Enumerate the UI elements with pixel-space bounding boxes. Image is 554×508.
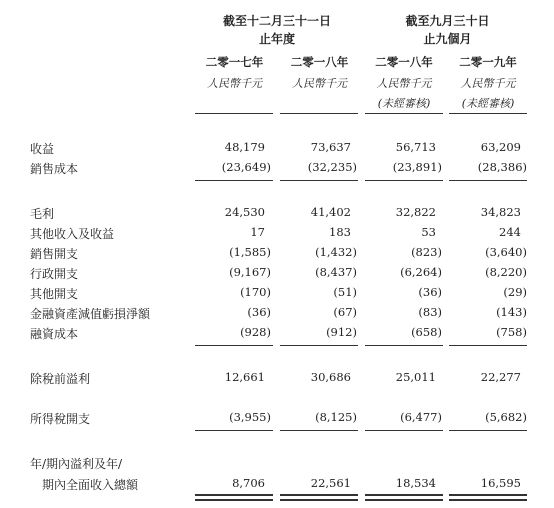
cell-income-tax-c3: (6,477) <box>400 410 442 424</box>
tax-rule-c3 <box>365 430 443 431</box>
header-rule-c2 <box>280 113 358 114</box>
cell-impairment-c2: (67) <box>333 305 357 319</box>
cell-other-expenses-c1: (170) <box>240 285 271 299</box>
cell-other-expenses-c4: (29) <box>503 285 527 299</box>
row-label-total-comprehensive-line2: 期內全面收入總額 <box>42 478 139 492</box>
column-unit-1: 人民幣千元 <box>207 77 262 90</box>
expenses-rule-c1 <box>195 345 273 346</box>
row-label-other-expenses: 其他開支 <box>30 287 79 301</box>
cell-gross-profit-c3: 32,822 <box>395 205 436 219</box>
row-label-profit-before-tax: 除稅前溢利 <box>30 372 91 386</box>
cell-total-comprehensive-c4: 16,595 <box>480 476 521 490</box>
cell-admin-expenses-c3: (6,264) <box>400 265 442 279</box>
cell-gross-profit-c1: 24,530 <box>224 205 265 219</box>
cell-total-comprehensive-c3: 18,534 <box>395 476 436 490</box>
row-label-other-income: 其他收入及收益 <box>30 227 115 241</box>
cell-selling-expenses-c1: (1,585) <box>229 245 271 259</box>
column-unit-3: 人民幣千元 <box>376 77 432 90</box>
cell-other-income-c4: 244 <box>499 225 521 239</box>
cell-admin-expenses-c1: (9,167) <box>229 265 271 279</box>
cell-profit-before-tax-c4: 22,277 <box>480 370 521 384</box>
column-year-4: 二零一九年 <box>459 55 517 69</box>
tax-rule-c2 <box>280 430 358 431</box>
subtotal-rule-c4 <box>449 180 527 181</box>
column-note-4: (未經審核) <box>461 97 515 110</box>
subtotal-rule-c3 <box>365 180 443 181</box>
cell-admin-expenses-c2: (8,437) <box>315 265 357 279</box>
total-double-rule-bottom-c2 <box>280 499 358 501</box>
row-label-gross-profit: 毛利 <box>30 207 55 221</box>
cell-selling-expenses-c3: (823) <box>411 245 442 259</box>
cell-gross-profit-c4: 34,823 <box>480 205 521 219</box>
column-year-1: 二零一七年 <box>205 55 264 69</box>
cell-cost-of-sales-c1: (23,649) <box>221 160 271 174</box>
cell-cost-of-sales-c2: (32,235) <box>307 160 357 174</box>
tax-rule-c1 <box>195 430 273 431</box>
total-double-rule-top-c3 <box>365 494 443 496</box>
subtotal-rule-c2 <box>280 180 358 181</box>
cell-impairment-c4: (143) <box>496 305 527 319</box>
cell-admin-expenses-c4: (8,220) <box>485 265 527 279</box>
expenses-rule-c4 <box>449 345 527 346</box>
cell-finance-costs-c3: (658) <box>411 325 442 339</box>
header-rule-c4 <box>449 113 527 114</box>
header-group-dec-line1: 截至十二月三十一日 <box>222 14 331 28</box>
cell-selling-expenses-c4: (3,640) <box>485 245 527 259</box>
row-label-total-comprehensive-line1: 年/期內溢利及年/ <box>30 457 123 471</box>
cell-impairment-c3: (83) <box>418 305 442 319</box>
total-double-rule-bottom-c3 <box>365 499 443 501</box>
cell-impairment-c1: (36) <box>247 305 271 319</box>
cell-revenue-c3: 56,713 <box>395 140 436 154</box>
header-rule-c3 <box>365 113 443 114</box>
cell-revenue-c1: 48,179 <box>224 140 265 154</box>
header-group-sep-line1: 截至九月三十日 <box>405 14 490 28</box>
total-double-rule-top-c1 <box>195 494 273 496</box>
header-group-dec-line2: 止年度 <box>258 32 295 46</box>
cell-income-tax-c2: (8,125) <box>315 410 357 424</box>
cell-profit-before-tax-c2: 30,686 <box>310 370 351 384</box>
cell-income-tax-c4: (5,682) <box>485 410 527 424</box>
expenses-rule-c2 <box>280 345 358 346</box>
cell-cost-of-sales-c4: (28,386) <box>477 160 527 174</box>
total-double-rule-top-c4 <box>449 494 527 496</box>
cell-selling-expenses-c2: (1,432) <box>315 245 357 259</box>
total-double-rule-top-c2 <box>280 494 358 496</box>
cell-other-income-c2: 183 <box>329 225 351 239</box>
cell-cost-of-sales-c3: (23,891) <box>392 160 442 174</box>
subtotal-rule-c1 <box>195 180 273 181</box>
row-label-selling-expenses: 銷售開支 <box>30 247 79 261</box>
tax-rule-c4 <box>449 430 527 431</box>
row-label-finance-costs: 融資成本 <box>30 327 79 341</box>
cell-finance-costs-c4: (758) <box>496 325 527 339</box>
column-unit-2: 人民幣千元 <box>292 77 347 90</box>
cell-gross-profit-c2: 41,402 <box>310 205 351 219</box>
cell-other-income-c1: 17 <box>250 225 265 239</box>
cell-other-expenses-c3: (36) <box>418 285 442 299</box>
cell-revenue-c2: 73,637 <box>310 140 351 154</box>
cell-profit-before-tax-c1: 12,661 <box>224 370 265 384</box>
cell-total-comprehensive-c1: 8,706 <box>232 476 265 490</box>
row-label-revenue: 收益 <box>30 142 55 156</box>
header-group-sep-line2: 止九個月 <box>423 32 472 46</box>
cell-finance-costs-c2: (912) <box>326 325 357 339</box>
cell-other-expenses-c2: (51) <box>333 285 357 299</box>
row-label-impairment-losses: 金融資產減值虧損淨額 <box>30 307 151 321</box>
cell-income-tax-c1: (3,955) <box>229 410 271 424</box>
cell-total-comprehensive-c2: 22,561 <box>310 476 351 490</box>
row-label-income-tax: 所得稅開支 <box>30 412 91 426</box>
cell-finance-costs-c1: (928) <box>240 325 271 339</box>
column-year-2: 二零一八年 <box>290 55 349 69</box>
expenses-rule-c3 <box>365 345 443 346</box>
cell-revenue-c4: 63,209 <box>480 140 521 154</box>
column-year-3: 二零一八年 <box>375 55 433 69</box>
row-label-admin-expenses: 行政開支 <box>30 267 79 281</box>
column-unit-4: 人民幣千元 <box>460 77 516 90</box>
cell-other-income-c3: 53 <box>421 225 436 239</box>
cell-profit-before-tax-c3: 25,011 <box>395 370 436 384</box>
header-rule-c1 <box>195 113 273 114</box>
total-double-rule-bottom-c1 <box>195 499 273 501</box>
total-double-rule-bottom-c4 <box>449 499 527 501</box>
column-note-3: (未經審核) <box>377 97 431 110</box>
row-label-cost-of-sales: 銷售成本 <box>30 162 79 176</box>
